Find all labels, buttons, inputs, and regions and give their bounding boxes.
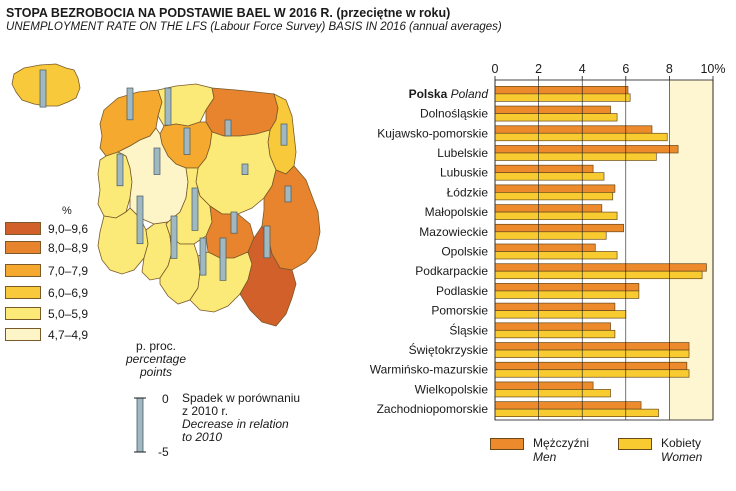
category-label-opolskie: Opolskie — [441, 244, 488, 259]
bar-women-slaskie — [495, 330, 615, 338]
bar-women-kujawsko-pomorskie — [495, 133, 667, 141]
bar-women-lubuskie — [495, 173, 604, 181]
legend-men-swatch — [490, 438, 524, 450]
map-legend-label: 5,0–5,9 — [48, 306, 89, 321]
decrease-caption-en-1: Decrease in relation — [182, 417, 289, 431]
category-label-malopolskie: Małopolskie — [424, 205, 488, 220]
legend-men-pl: Mężczyźni — [533, 436, 590, 450]
decrease-tick-minus5: -5 — [158, 445, 169, 459]
pp-label-en-1: percentage — [125, 352, 187, 366]
bar-women-swietokrzyskie — [495, 350, 689, 358]
category-label-en: Poland — [450, 86, 488, 101]
category-label-mazowieckie: Mazowieckie — [419, 224, 488, 239]
category-label-swietokrzyskie: Świętokrzyskie — [408, 343, 488, 358]
category-label-pomorskie: Pomorskie — [431, 303, 488, 318]
bar-women-polska — [495, 94, 630, 102]
bar-women-wielkopolskie — [495, 389, 611, 397]
x-tick-label: 0 — [491, 62, 499, 76]
bar-men-lubelskie — [495, 145, 678, 153]
x-tick-label: 2 — [535, 62, 543, 76]
bar-men-kujawsko-pomorskie — [495, 126, 652, 134]
bar-men-dolnoslaskie — [495, 106, 611, 114]
category-label-lubuskie: Lubuskie — [439, 165, 488, 180]
map-legend-unit: % — [62, 205, 72, 217]
legend-women-swatch — [618, 438, 652, 450]
category-label-lubelskie: Lubelskie — [437, 145, 488, 160]
category-label-podkarpackie: Podkarpackie — [415, 264, 488, 279]
map-legend-label: 6,0–6,9 — [48, 285, 89, 300]
category-label-warminsko-mazurskie: Warmińsko-mazurskie — [369, 362, 488, 377]
bar-women-podkarpackie — [495, 271, 702, 279]
bar-men-podkarpackie — [495, 264, 706, 272]
bar-men-opolskie — [495, 244, 595, 252]
bar-men-wielkopolskie — [495, 382, 593, 390]
bar-men-lubuskie — [495, 165, 593, 173]
bar-men-lodzkie — [495, 185, 615, 193]
map-legend-label: 8,0–8,9 — [48, 240, 89, 255]
bar-women-warminsko-mazurskie — [495, 370, 689, 378]
bar-men-warminsko-mazurskie — [495, 362, 687, 370]
bar-men-malopolskie — [495, 205, 602, 213]
bar-women-pomorskie — [495, 311, 626, 319]
bar-men-mazowieckie — [495, 224, 624, 232]
bar-women-podlaskie — [495, 291, 639, 299]
category-label-kujawsko-pomorskie: Kujawsko-pomorskie — [377, 126, 488, 141]
category-label-dolnoslaskie: Dolnośląskie — [419, 106, 488, 121]
decrease-caption-pl-1: Spadek w porównaniu — [182, 391, 301, 405]
map-legend-label: 7,0–7,9 — [48, 263, 89, 278]
legend-women-pl: Kobiety — [661, 436, 702, 450]
decrease-tick-0: 0 — [162, 392, 169, 406]
category-label-zachodniopomorskie: Zachodniopomorskie — [376, 402, 488, 417]
title-pl-suffix: (przeciętne w roku) — [336, 6, 451, 20]
pp-label-en-2: points — [139, 365, 173, 379]
category-label-podlaskie: Podlaskie — [435, 283, 488, 298]
bar-women-opolskie — [495, 252, 617, 260]
bar-men-pomorskie — [495, 303, 615, 311]
x-tick-label: 10% — [700, 62, 726, 76]
bar-men-swietokrzyskie — [495, 343, 689, 351]
category-label-pl: Polska — [408, 86, 451, 101]
category-label-polska — [409, 87, 489, 101]
category-label-slaskie: Śląskie — [449, 323, 488, 338]
decrease-caption-pl-2: z 2010 r. — [182, 404, 229, 418]
x-tick-label: 8 — [665, 62, 673, 76]
bar-women-mazowieckie — [495, 232, 606, 240]
bar-men-slaskie — [495, 323, 611, 331]
category-label-wielkopolskie: Wielkopolskie — [414, 382, 488, 397]
bar-women-zachodniopomorskie — [495, 409, 659, 417]
category-label-lodzkie: Łódzkie — [446, 185, 488, 200]
title-pl-main: STOPA BEZROBOCIA NA PODSTAWIE BAEL W 2016 R. — [6, 6, 333, 20]
legend-men — [490, 436, 589, 464]
x-tick-label: 4 — [578, 62, 586, 76]
pp-label-pl: p. proc. — [135, 339, 177, 353]
bar-men-podlaskie — [495, 283, 639, 291]
bar-men-polska — [495, 86, 628, 94]
bar-men-zachodniopomorskie — [495, 402, 641, 410]
legend-women-en: Women — [661, 450, 703, 464]
bar-women-dolnoslaskie — [495, 114, 617, 122]
legend-women — [618, 436, 702, 464]
bar-women-lubelskie — [495, 153, 656, 161]
x-tick-label: 6 — [622, 62, 630, 76]
chart-title-en: UNEMPLOYMENT RATE ON THE LFS (Labour Force Survey) BASIS IN 2016 (annual averages) — [6, 21, 502, 33]
bar-women-lodzkie — [495, 192, 613, 200]
map-legend-label: 9,0–9,6 — [48, 221, 89, 236]
decrease-caption-en-2: to 2010 — [182, 430, 223, 444]
legend-men-en: Men — [533, 450, 557, 464]
bar-women-malopolskie — [495, 212, 617, 220]
map-legend-label: 4,7–4,9 — [48, 327, 89, 342]
